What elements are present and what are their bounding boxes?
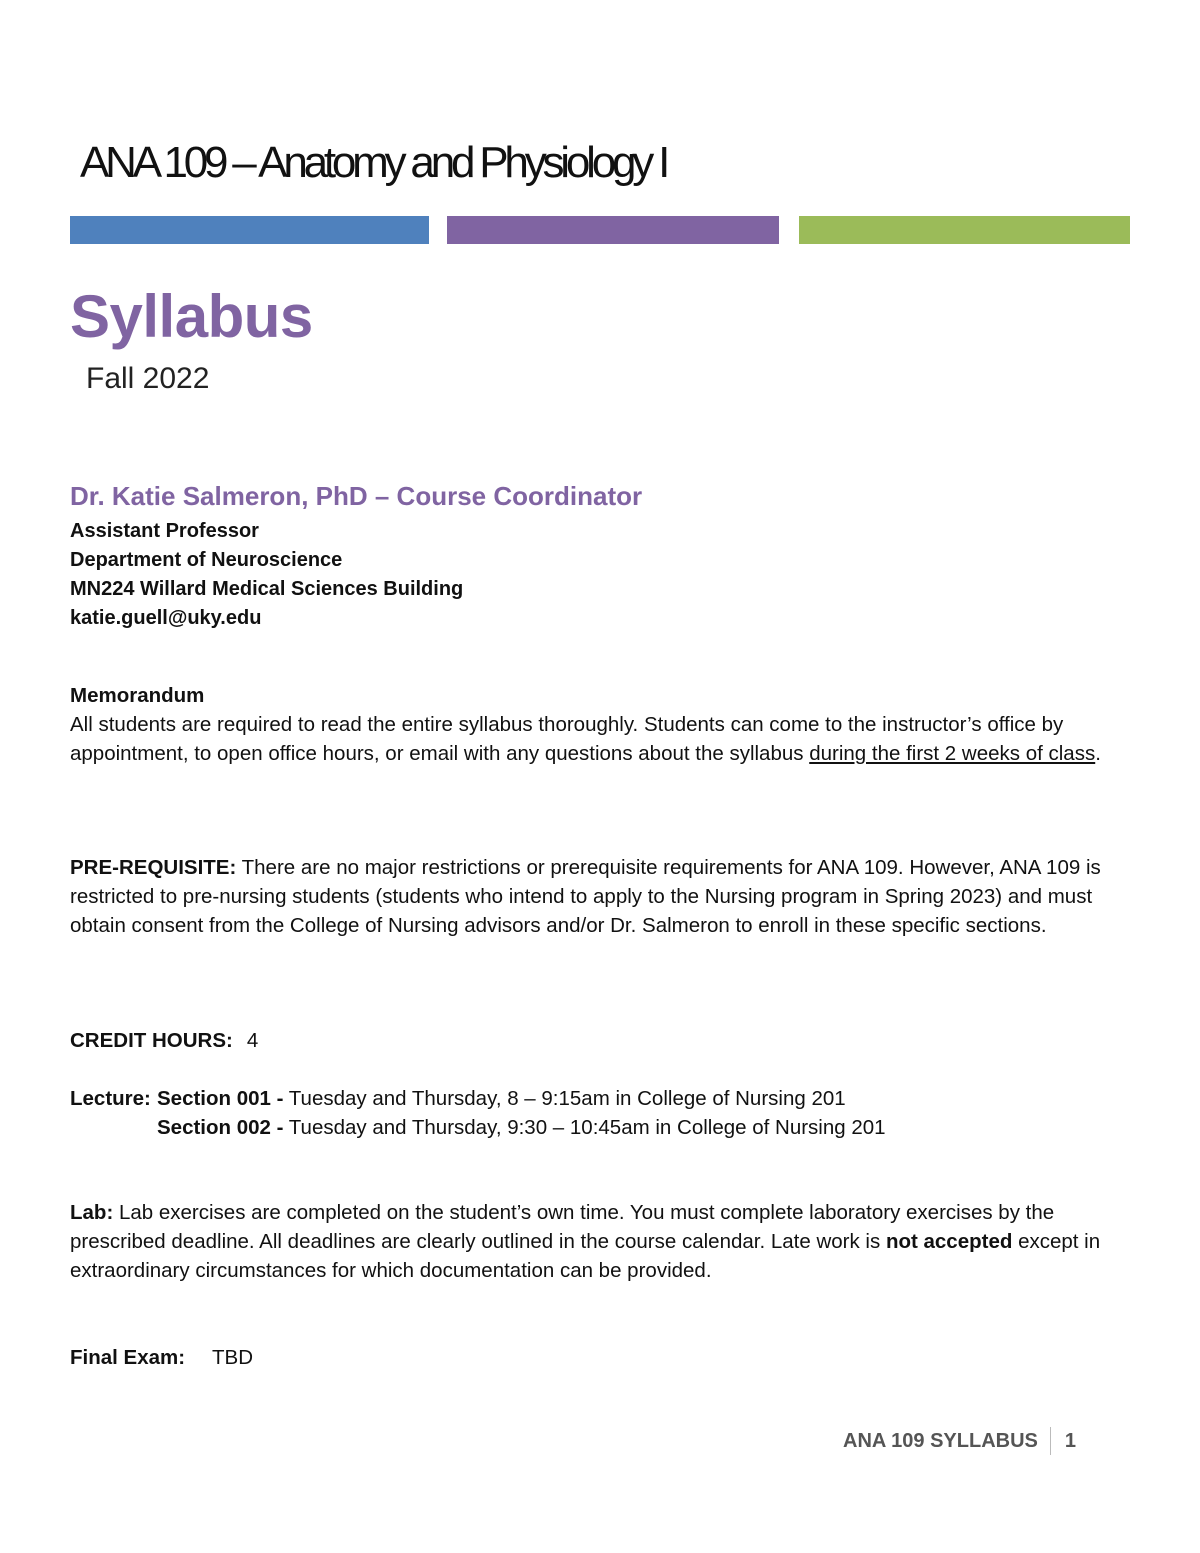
footer-divider: [1050, 1427, 1051, 1455]
memorandum-text: [70, 710, 1135, 768]
final-exam-section: [70, 1343, 253, 1372]
lab-not-accepted: not accepted: [885, 1230, 1013, 1253]
section-002-time: Tuesday and Thursday, 9:30 – 10:45am in College of Nursing 201: [283, 1116, 886, 1139]
header-bar-green: [799, 216, 1130, 244]
prerequisite-label: PRE-REQUISITE:: [70, 856, 237, 879]
section-002-name: Section 002 -: [157, 1116, 284, 1139]
header-bar-purple: [447, 216, 779, 244]
coordinator-department: Department of Neuroscience: [70, 549, 343, 571]
footer-label: ANA 109 SYLLABUS: [843, 1430, 1038, 1452]
lecture-label: Lecture:: [70, 1087, 151, 1110]
term: Fall 2022: [86, 362, 210, 395]
memorandum-section: [70, 681, 1135, 768]
page-number: 1: [1064, 1430, 1076, 1452]
lab-section: [70, 1198, 1135, 1285]
coordinator-title: Assistant Professor: [70, 520, 259, 542]
lab-label: Lab:: [70, 1201, 114, 1224]
credit-hours-label: CREDIT HOURS:: [70, 1029, 233, 1052]
final-exam-label: Final Exam:: [70, 1346, 186, 1369]
prerequisite-section: [70, 853, 1135, 940]
final-exam-value: TBD: [212, 1346, 253, 1369]
lab-text-2: except in extraordinary circumstances for which documentation can be provided.: [70, 1230, 1101, 1282]
syllabus-heading: Syllabus: [70, 283, 313, 350]
memorandum-heading: Memorandum: [70, 684, 205, 707]
course-title: ANA 109 – Anatomy and Physiology I: [80, 138, 667, 187]
section-001-name: Section 001 -: [157, 1087, 284, 1110]
coordinator-office: MN224 Willard Medical Sciences Building: [70, 578, 464, 600]
header-bar-blue: [70, 216, 429, 244]
memorandum-deadline: during the first 2 weeks of class: [809, 742, 1096, 765]
memorandum-body: All students are required to read the entire syllabus thoroughly. Students can come to the instructor’s office by appointment, to open office hours, or email with any questions about the syllabus: [70, 713, 1064, 765]
credit-hours-section: [70, 1026, 1135, 1055]
coordinator-contact: [70, 517, 463, 633]
coordinator-name: Dr. Katie Salmeron, PhD – Course Coordinator: [70, 481, 643, 511]
lab-text-1: Lab exercises are completed on the student’s own time. You must complete laboratory exercises by the prescribed deadline. All deadlines are clearly outlined in the course calendar. Late work is: [70, 1201, 1055, 1253]
credit-hours-value: 4: [246, 1029, 259, 1052]
section-001-time: Tuesday and Thursday, 8 – 9:15am in College of Nursing 201: [283, 1087, 846, 1110]
memorandum-end: .: [1095, 742, 1101, 765]
coordinator-email[interactable]: katie.guell@uky.edu: [70, 607, 262, 629]
prerequisite-text: There are no major restrictions or prerequisite requirements for ANA 109. However, ANA 109 is restricted to pre-nursing students (students who intend to apply to the Nursing program in Spring 2023) and must obtain consent from the College of Nursing advisors and/or Dr. Salmeron to enroll in these specific sections.: [70, 856, 1101, 937]
page-footer: [843, 1427, 1076, 1455]
